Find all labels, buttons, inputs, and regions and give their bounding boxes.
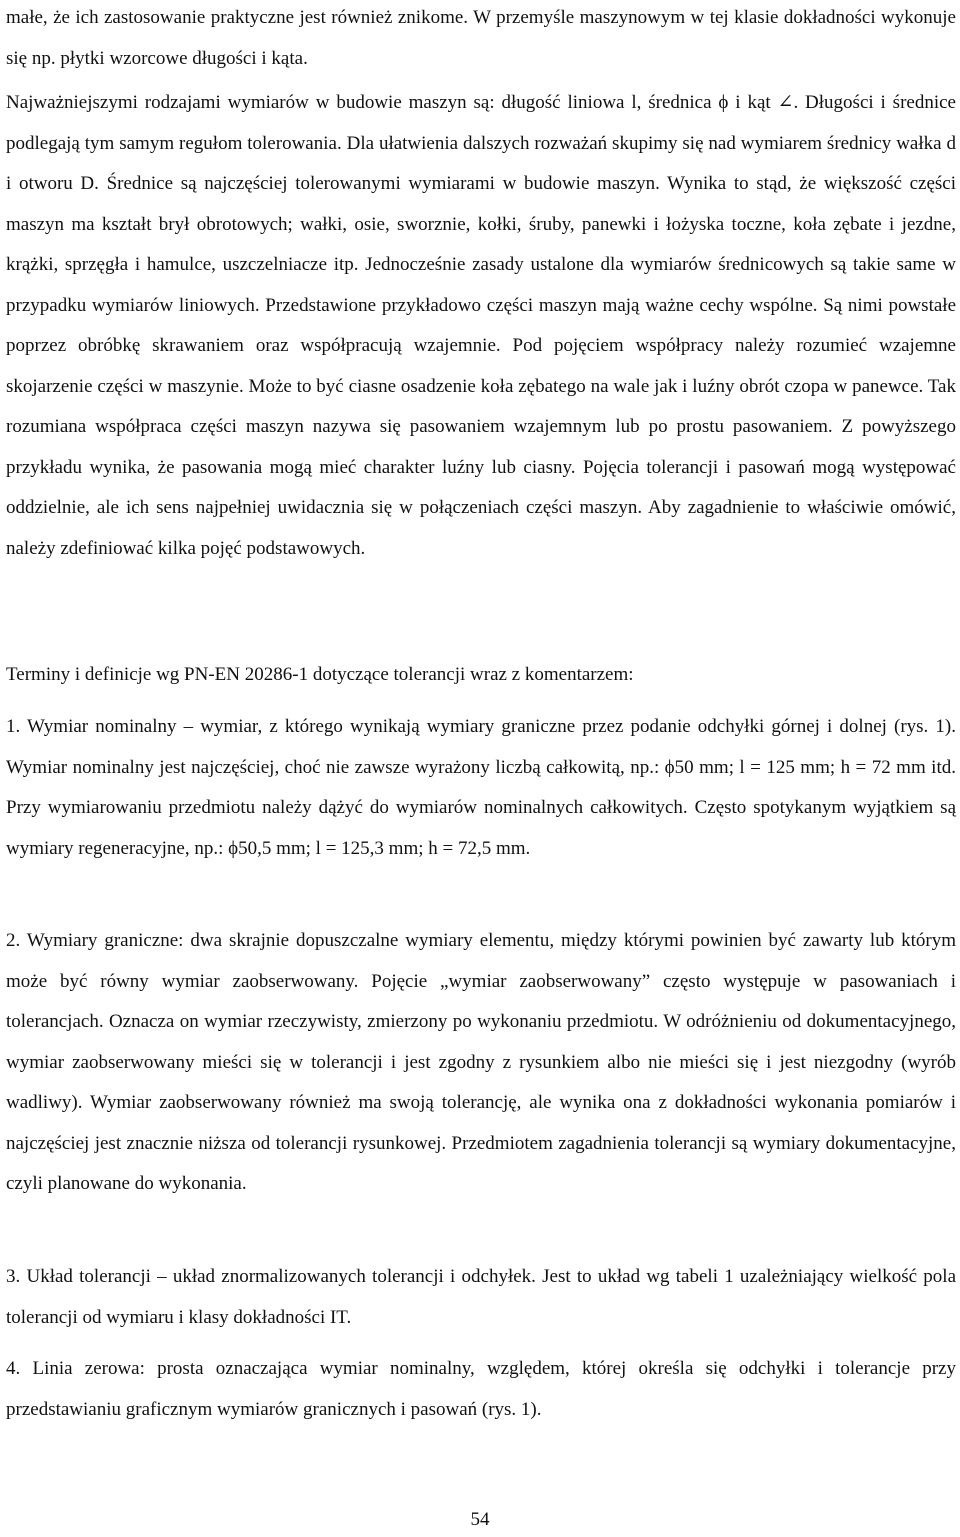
paragraph-definition-4: 4. Linia zerowa: prosta oznaczająca wymiar nominalny, względem, której określa się odchyłki i tolerancje przy przedstawianiu graficznym wymiarów granicznych i pasowań (rys. 1). — [6, 1358, 956, 1420]
paragraph-definition-1: 1. Wymiar nominalny – wymiar, z którego wynikają wymiary graniczne przez podanie odchyłki górnej i dolnej (rys. 1). Wymiar nominalny jest najczęściej, choć nie zawsze wyrażony liczbą całkowitą, np.: ϕ50 mm; l = 125 mm; h = 72 mm itd. Przy wymiarowaniu przedmiotu należy dążyć do wymiarów nominalnych całkowitych. Często spotykanym wyjątkiem są wymiary regeneracyjne, np.: ϕ50,5 mm; l = 125,3 mm; h = 72,5 mm. — [6, 716, 956, 859]
paragraph-dimension-types: Najważniejszymi rodzajami wymiarów w budowie maszyn są: długość liniowa l, średnica ϕ i kąt ∠. Długości i średnice podlegają tym samym regułom tolerowania. Dla ułatwienia dalszych rozważań skupimy się nad wymiarem średnicy wałka d i otworu D. Średnice są najczęściej tolerowanymi wymiarami w budowie maszyn. Wynika to stąd, że większość części maszyn ma kształt brył obrotowych; wałki, osie, sworznie, kołki, śruby, panewki i łożyska toczne, koła zębate i jezdne, krążki, sprzęgła i hamulce, uszczelniacze itp. Jednocześnie zasady ustalone dla wymiarów średnicowych są takie same w przypadku wymiarów liniowych. Przedstawione przykładowo części maszyn mają ważne cechy wspólne. Są nimi powstałe poprzez obróbkę skrawaniem oraz współpracują wzajemnie. Pod pojęciem współpracy należy rozumieć wzajemne skojarzenie części w maszynie. Może to być ciasne osadzenie koła zębatego na wale jak i luźny obrót czopa w panewce. Tak rozumiana współpraca części maszyn nazywa się pasowaniem wzajemnym lub po prostu pasowaniem. Z powyższego przykładu wynika, że pasowania mogą mieć charakter luźny lub ciasny. Pojęcia tolerancji i pasowań mogą występować oddzielnie, ale ich sens najpełniej uwidacznia się w połączeniach części maszyn. Aby zagadnienie to właściwie omówić, należy zdefiniować kilka pojęć podstawowych. — [6, 92, 956, 559]
paragraph-definition-3: 3. Układ tolerancji – układ znormalizowanych tolerancji i odchyłek. Jest to układ wg tabeli 1 uzależniający wielkość pola tolerancji od wymiaru i klasy dokładności IT. — [6, 1266, 956, 1328]
paragraph-terms-heading: Terminy i definicje wg PN-EN 20286-1 dotyczące tolerancji wraz z komentarzem: — [6, 664, 634, 685]
paragraph-intro: małe, że ich zastosowanie praktyczne jest również znikome. W przemyśle maszynowym w tej klasie dokładności wykonuje się np. płytki wzorcowe długości i kąta. — [6, 7, 956, 69]
page-number: 54 — [470, 1509, 490, 1530]
paragraph-definition-2: 2. Wymiary graniczne: dwa skrajnie dopuszczalne wymiary elementu, między którymi powinien być zawarty lub którym może być równy wymiar zaobserwowany. Pojęcie „wymiar zaobserwowany” często występuje w pasowaniach i tolerancjach. Oznacza on wymiar rzeczywisty, zmierzony po wykonaniu przedmiotu. W odróżnieniu od dokumentacyjnego, wymiar zaobserwowany mieści się w tolerancji i jest zgodny z rysunkiem albo nie mieści się i jest niezgodny (wyrób wadliwy). Wymiar zaobserwowany również ma swoją tolerancję, ale wynika ona z dokładności wykonania pomiarów i najczęściej jest znacznie niższa od tolerancji rysunkowej. Przedmiotem zagadnienia tolerancji są wymiary dokumentacyjne, czyli planowane do wykonania. — [6, 930, 956, 1194]
